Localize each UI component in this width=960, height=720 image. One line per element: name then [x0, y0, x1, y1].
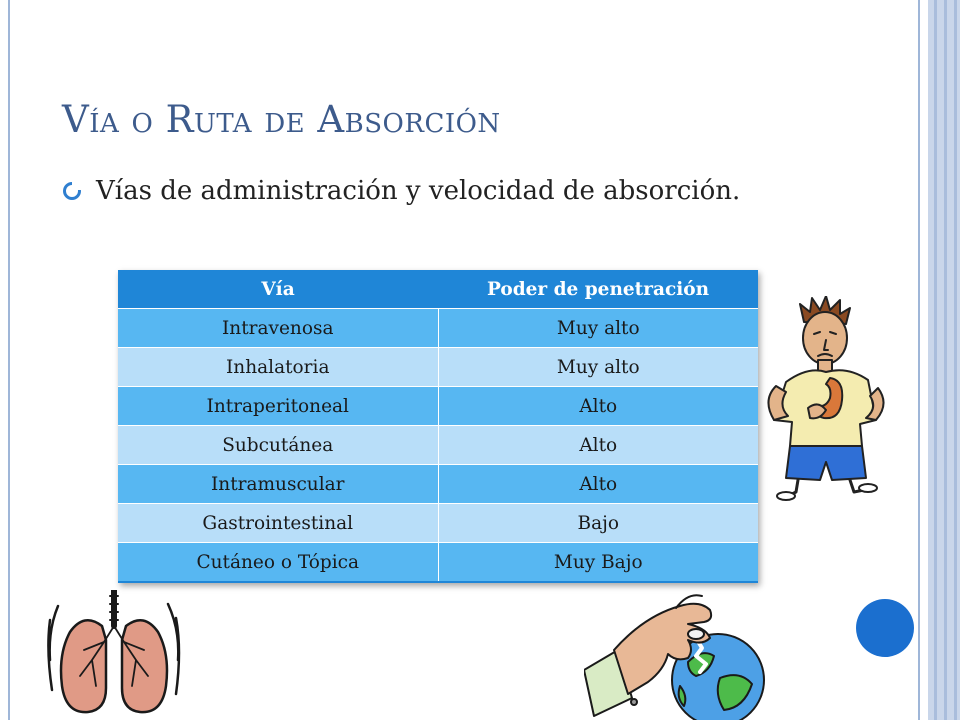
- table-row: [118, 387, 758, 426]
- cell-via: Subcutánea: [118, 426, 438, 465]
- slide-frame-left: [8, 0, 10, 720]
- table-row: [118, 309, 758, 348]
- lungs-clipart: [44, 590, 184, 720]
- table-row: [118, 465, 758, 504]
- accent-circle: [856, 599, 914, 657]
- cell-penetracion: Bajo: [438, 504, 758, 543]
- stomach-person-clipart: [760, 296, 892, 502]
- hand-globe-clipart: [584, 586, 768, 720]
- cell-penetracion: Muy alto: [438, 309, 758, 348]
- column-header-penetracion: Poder de penetración: [438, 270, 758, 309]
- cell-penetracion: Muy Bajo: [438, 543, 758, 583]
- cell-via: Intramuscular: [118, 465, 438, 504]
- cell-penetracion: Muy alto: [438, 348, 758, 387]
- table-row: [118, 543, 758, 583]
- table-row: [118, 348, 758, 387]
- cell-via: Gastrointestinal: [118, 504, 438, 543]
- cell-via: Intravenosa: [118, 309, 438, 348]
- bullet-item: [62, 176, 740, 206]
- cell-via: Inhalatoria: [118, 348, 438, 387]
- slide-side-band: [928, 0, 960, 720]
- table-row: [118, 426, 758, 465]
- cell-via: Intraperitoneal: [118, 387, 438, 426]
- table-header-row: [118, 270, 758, 309]
- absorption-table: [118, 270, 758, 583]
- table-row: [118, 504, 758, 543]
- bullet-text: Vías de administración y velocidad de absorción.: [96, 176, 741, 206]
- cell-penetracion: Alto: [438, 465, 758, 504]
- slide-title: Vía o Ruta de Absorción: [62, 98, 501, 141]
- cell-penetracion: Alto: [438, 387, 758, 426]
- bullet-icon: [62, 181, 82, 201]
- cell-penetracion: Alto: [438, 426, 758, 465]
- slide-frame-right: [918, 0, 920, 720]
- cell-via: Cutáneo o Tópica: [118, 543, 438, 583]
- column-header-via: Vía: [118, 270, 438, 309]
